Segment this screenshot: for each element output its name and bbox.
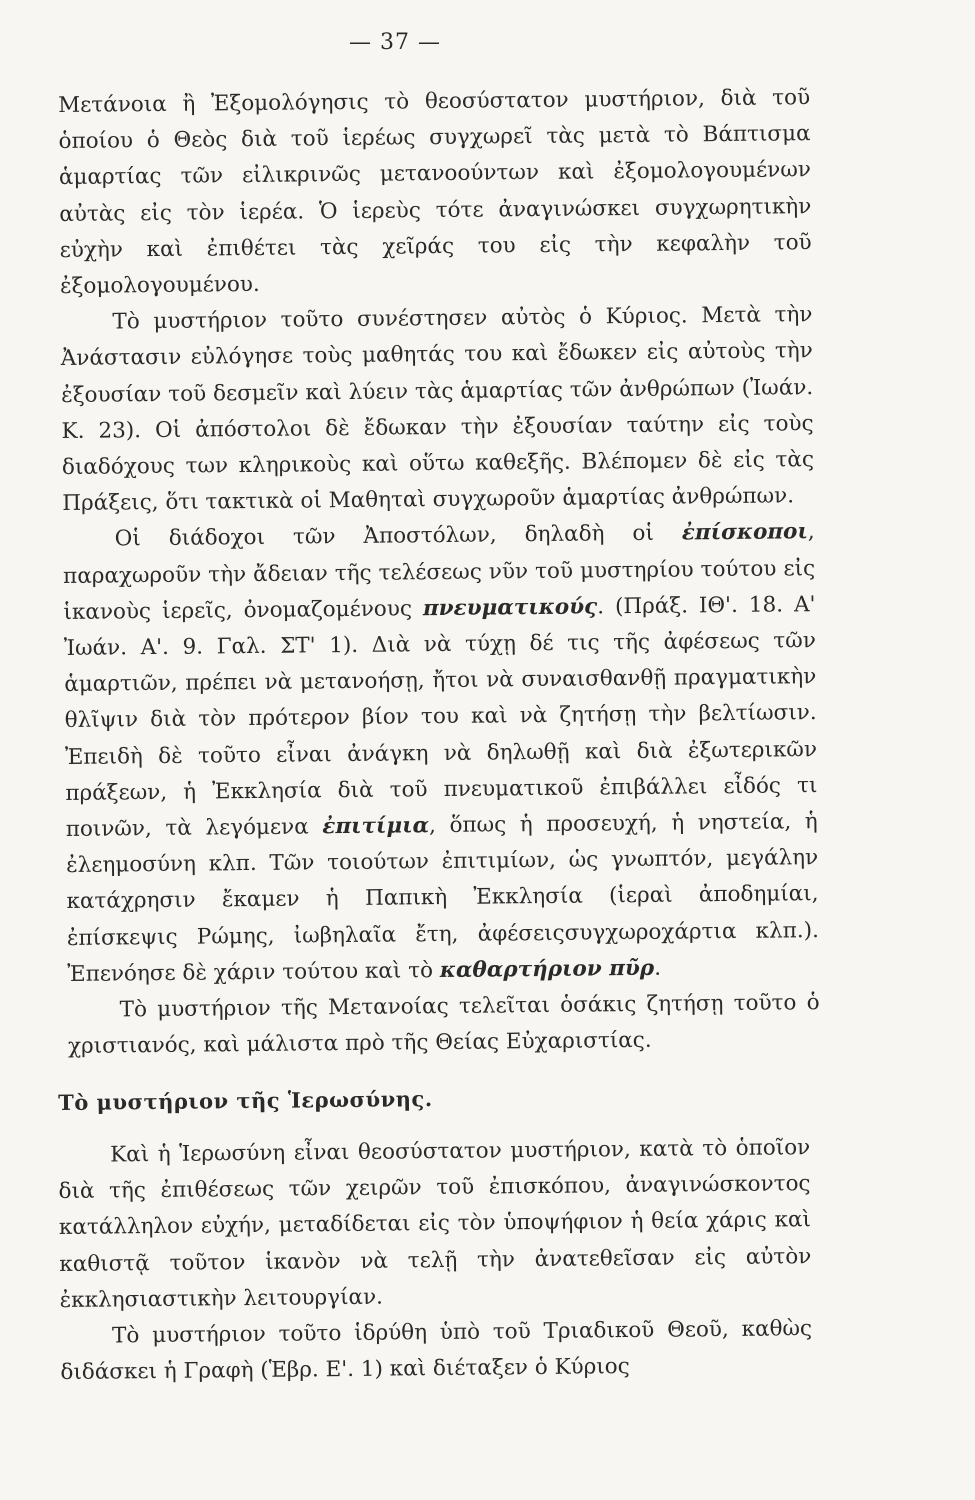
paragraph-text: Τὸ μυστήριον τοῦτο συνέστησεν αὐτὸς ὁ Κύριος. Μετὰ τὴν Ἀνάστασιν εὐλόγησε τοὺς μαθητάς του καὶ ἔδωκεν εἰς αὐτοὺς τὴν ἐξουσίαν τοῦ δεσμεῖν καὶ λύειν τὰς ἁμαρτίας τῶν ἀνθρώπων (Ἰωάν. Κ. 23). Οἱ ἀπόστολοι δὲ ἔδωκαν τὴν ἐξουσίαν ταύτην εἰς τοὺς διαδόχους των κληρικοὺς καὶ οὕτω καθεξῆς. Βλέπομεν δὲ εἰς τὰς Πράξεις, ὅτι τακτικὰ οἱ Μαθηταὶ συγχωροῦν ἁμαρτίας ἀνθρώπων. bbox=[60, 302, 815, 517]
section-heading-priesthood: Τὸ μυστήριον τῆς Ἱερωσύνης. bbox=[58, 1086, 433, 1115]
paragraph-text: Τὸ μυστήριον τοῦτο ἱδρύθη ὑπὸ τοῦ Τριαδικοῦ Θεοῦ, καθὼς διδάσκει ἡ Γραφὴ (Ἑβρ. Ε'. 1) καὶ διέταξεν ὁ Κύριος bbox=[60, 1316, 813, 1386]
emphasized-term: πνευματικούς bbox=[422, 594, 598, 622]
text-block-priesthood bbox=[58, 1130, 813, 1391]
paragraph-text: . (Πράξ. ΙΘ'. 18. Α' Ἰωάν. Α'. 9. Γαλ. ΣΤ' 1). Διὰ νὰ τύχῃ δέ τις τῆς ἀφέσεως τῶν ἁμαρτιῶν, πρέπει νὰ μετανοήσῃ, ἤτοι νὰ συναισθανθῇ πραγματικὴν θλῖψιν διὰ τὸν πρότερον βίον του καὶ νὰ ζητήσῃ τὴν βελτίωσιν. Ἐπειδὴ δὲ τοῦτο εἶναι ἀνάγκη νὰ δηλωθῇ καὶ διὰ ἐξωτερικῶν πράξεων, ἡ Ἐκκλησία διὰ τοῦ πνευματικοῦ ἐπιβάλλει εἶδός τι ποινῶν, τὰ λεγόμενα bbox=[63, 591, 818, 843]
paragraph-text: , ὅπως ἡ προσευχή, ἡ νηστεία, ἡ ἐλεημοσύνη κλπ. Τῶν τοιούτων ἐπιτιμίων, ὡς γνωπτόν, μεγάλην κατάχρησιν ἔκαμεν ἡ Παπικὴ Ἐκκλησία (ἱεραὶ ἀποδημίαι, ἐπίσκεψις Ρώμης, ἰωβηλαῖα ἔτη, ἀφέσειςσυγχωροχάρτια κλπ.). Ἐπενόησε δὲ χάριν τούτου καὶ τὸ bbox=[66, 809, 819, 987]
paragraph-text: Καὶ ἡ Ἱερωσύνη εἶναι θεοσύστατον μυστήριον, κατὰ τὸ ὁποῖον διὰ τῆς ἐπιθέσεως τῶν χειρῶν τοῦ ἐπισκόπου, ἀναγινώσκοντος κατάλληλον εὐχήν, μεταδίδεται εἰς τὸν ὑποψήφιον ἡ θεία χάρις καὶ καθιστᾷ τοῦτον ἱκανὸν νὰ τελῇ τὴν ἀνατεθεῖσαν εἰς αὐτὸν ἐκκλησιαστικὴν λειτουργίαν. bbox=[58, 1135, 812, 1313]
paragraph-p2 bbox=[60, 297, 814, 522]
paragraph-p4 bbox=[67, 985, 820, 1065]
paragraph-p5 bbox=[58, 1130, 812, 1319]
paragraph-text: . bbox=[654, 955, 662, 981]
paragraph-text: Μετάνοια ἢ Ἐξομολόγησις τὸ θεοσύστατον μυστήριον, διὰ τοῦ ὁποίου ὁ Θεὸς διὰ τοῦ ἱερέως συγχωρεῖ τὰς μετὰ τὸ Βάπτισμα ἁμαρτίας τῶν εἰλικρινῶς μετανοούντων καὶ ἐξομολογουμένων αὐτὰς εἰς τὸν ἱερέα. Ὁ ἱερεὺς τότε ἀναγινώσκει συγχωρητικὴν εὐχὴν καὶ ἐπιθέτει τὰς χεῖράς του εἰς τὴν κεφαλὴν τοῦ ἐξομολογουμένου. bbox=[58, 85, 812, 300]
paragraph-p1 bbox=[58, 80, 812, 305]
paragraph-p3 bbox=[63, 515, 820, 993]
paragraph-text: , παραχωροῦν τὴν ἄδειαν τῆς τελέσεως νῦν τοῦ μυστηρίου τούτου εἰς ἱκανοὺς ἱερεῖς, ὀνομαζομένους bbox=[62, 519, 816, 625]
paragraph-text: Οἱ διάδοχοι τῶν Ἀποστόλων, δηλαδὴ οἱ bbox=[114, 520, 682, 552]
text-block-penance bbox=[58, 80, 820, 1065]
page-number: — 37 — bbox=[349, 30, 441, 55]
paragraph-p6 bbox=[60, 1311, 813, 1391]
emphasized-term: ἐπίσκοποι bbox=[681, 519, 808, 546]
paragraph-text: Τὸ μυστήριον τῆς Μετανοίας τελεῖται ὁσάκις ζητήσῃ τοῦτο ὁ χριστιανός, καὶ μάλιστα πρὸ τῆς Θείας Εὐχαριστίας. bbox=[67, 990, 820, 1060]
emphasized-term: ἐπιτίμια bbox=[322, 813, 430, 840]
emphasized-term: καθαρτήριον πῦρ bbox=[439, 955, 655, 983]
